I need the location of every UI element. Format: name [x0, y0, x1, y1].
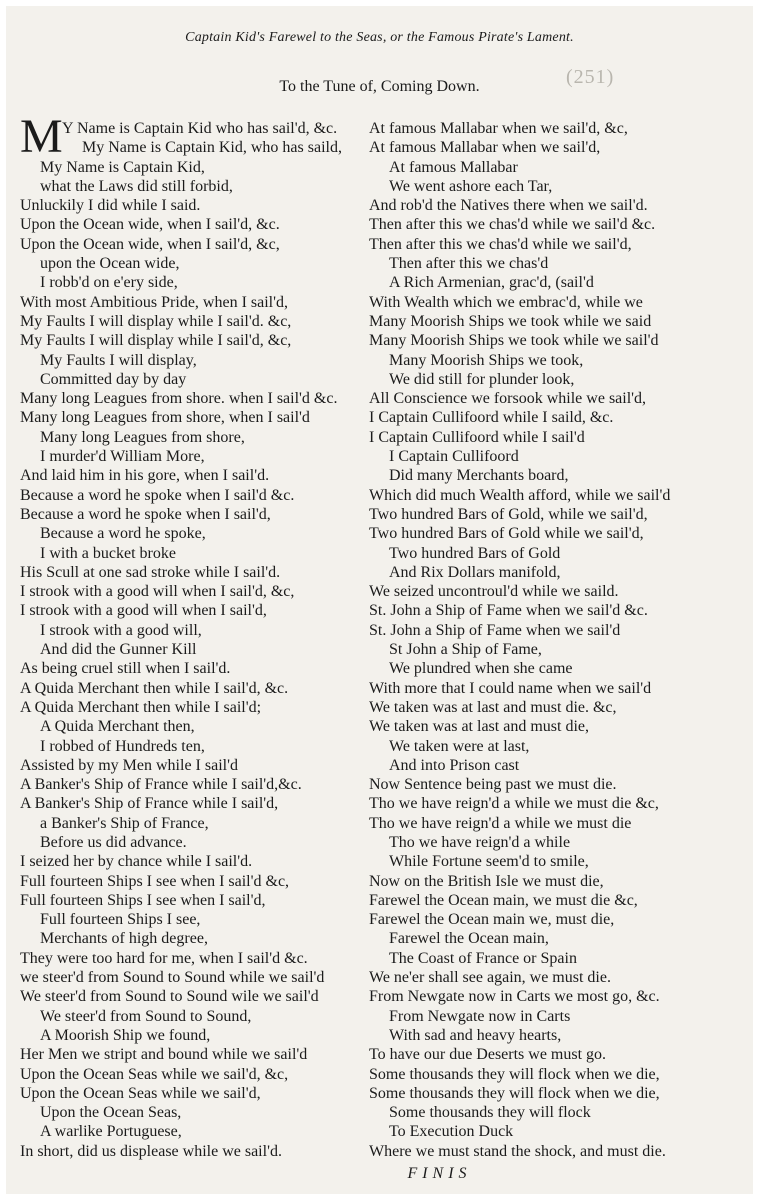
verse-line: And laid him in his gore, when I sail'd. [20, 467, 270, 485]
verse-line: Many Moorish Ships we took, [389, 351, 584, 369]
verse-line: I Captain Cullifoord while I saild, &c. [369, 409, 614, 427]
verse-line: Tho we have reign'd a while we must die &c, [369, 795, 659, 813]
verse-line: The Coast of France or Spain [389, 949, 577, 967]
verse-line: We taken was at last and must die, [369, 718, 589, 736]
verse-line: Which did much Wealth afford, while we sail'd [369, 486, 671, 504]
verse-line: upon the Ocean wide, [40, 255, 180, 273]
verse-line: Then after this we chas'd while we sail'd, [369, 235, 632, 253]
verse-line: From Newgate now in Carts [389, 1007, 571, 1025]
verse-line: From Newgate now in Carts we most go, &c. [369, 988, 660, 1006]
verse-line: A Rich Armenian, grac'd, (sail'd [389, 274, 594, 292]
drop-cap: M [20, 110, 63, 163]
verse-line: As being cruel still when I sail'd. [20, 660, 231, 678]
verse-line: I Captain Cullifoord while I sail'd [369, 428, 585, 446]
verse-line: To have our due Deserts we must go. [369, 1046, 607, 1064]
finis-mark: FINIS [407, 1165, 472, 1182]
verse-line: My Name is Captain Kid, who has saild, [82, 139, 342, 157]
verse-line: Her Men we stript and bound while we sail'd [20, 1046, 308, 1064]
verse-line: We plundred when she came [389, 660, 573, 678]
tune-line: To the Tune of, Coming Down. [279, 78, 480, 95]
verse-line: Full fourteen Ships I see when I sail'd &c, [20, 872, 290, 890]
verse-line: Assisted by my Men while I sail'd [20, 756, 238, 774]
verse-line: Upon the Ocean Seas while we sail'd, [20, 1084, 261, 1102]
verse-line: My Faults I will display, [40, 351, 197, 369]
verse-line: A Quida Merchant then while I sail'd; [20, 698, 262, 716]
verse-line: We seized uncontroul'd while we saild. [369, 583, 619, 601]
verse-line: We ne'er shall see again, we must die. [369, 969, 611, 987]
verse-line: Two hundred Bars of Gold, while we sail'd, [369, 505, 648, 523]
verse-line: With Wealth which we embrac'd, while we [369, 293, 643, 311]
verse-line: A Moorish Ship we found, [40, 1026, 211, 1044]
verse-line: Upon the Ocean wide, when I sail'd, &c, [20, 235, 280, 253]
verse-line: St. John a Ship of Fame when we sail'd [369, 621, 621, 639]
verse-line: Full fourteen Ships I see when I sail'd, [20, 891, 266, 909]
verse-line: I murder'd William More, [40, 448, 205, 466]
verse-line: St. John a Ship of Fame when we sail'd &c. [369, 602, 648, 620]
verse-line: A Banker's Ship of France while I sail'd,&c. [20, 776, 302, 794]
verse-line: We steer'd from Sound to Sound wile we sail'd [20, 988, 319, 1006]
verse-line: Because a word he spoke when I sail'd, [20, 505, 271, 523]
verse-line: Tho we have reign'd a while [389, 833, 571, 851]
verse-line: We taken were at last, [389, 737, 530, 755]
verse-line: Some thousands they will flock when we die, [369, 1065, 660, 1083]
verse-line: Because a word he spoke when I sail'd &c. [20, 486, 295, 504]
verse-line: Some thousands they will flock [389, 1104, 591, 1122]
verse-line: Unluckily I did while I said. [20, 197, 201, 215]
verse-line: Many long Leagues from shore, [40, 428, 245, 446]
verse-line: We taken was at last and must die. &c, [369, 698, 617, 716]
verse-line: Farewel the Ocean main, we must die &c, [369, 891, 638, 909]
verse-line: And Rix Dollars manifold, [389, 563, 561, 581]
verse-line: I with a bucket broke [40, 544, 176, 562]
verse-line: A Quida Merchant then, [40, 718, 195, 736]
verse-line: A Banker's Ship of France while I sail'd, [20, 795, 279, 813]
verse-line: Some thousands they will flock when we die, [369, 1084, 660, 1102]
verse-line: Tho we have reign'd a while we must die [369, 814, 632, 832]
verse-line: At famous Mallabar when we sail'd, [369, 139, 601, 157]
verse-line: Two hundred Bars of Gold [389, 544, 561, 562]
verse-line: Then after this we chas'd [389, 255, 549, 273]
verse-line: what the Laws did still forbid, [40, 177, 233, 195]
verse-line: Upon the Ocean Seas, [40, 1104, 182, 1122]
verse-line: I robbed of Hundreds ten, [40, 737, 205, 755]
catalog-number: (251) [566, 66, 615, 88]
verse-line: Committed day by day [40, 370, 187, 388]
verse-line: Farewel the Ocean main we, must die, [369, 911, 615, 929]
verse-line: Did many Merchants board, [389, 467, 569, 485]
verse-line: At famous Mallabar when we sail'd, &c, [369, 120, 628, 137]
verse-line: Upon the Ocean Seas while we sail'd, &c, [20, 1065, 289, 1083]
verse-line: I strook with a good will, [40, 621, 202, 639]
verse-line: Full fourteen Ships I see, [40, 911, 201, 929]
verse-line: And did the Gunner Kill [40, 641, 197, 659]
verse-line: Two hundred Bars of Gold while we sail'd, [369, 525, 644, 543]
verse-line: Where we must stand the shock, and must die. [369, 1142, 666, 1160]
verse-line: Farewel the Ocean main, [389, 930, 549, 948]
verse-line: We went ashore each Tar, [389, 177, 553, 195]
verse-line: All Conscience we forsook while we sail'd, [369, 390, 647, 408]
verse-line: While Fortune seem'd to smile, [389, 853, 589, 871]
verse-line: I strook with a good will when I sail'd, &c, [20, 583, 295, 601]
verse-line: Y Name is Captain Kid who has sail'd, &c. [62, 120, 338, 137]
verse-line: With most Ambitious Pride, when I sail'd, [20, 293, 289, 311]
verse-line: They were too hard for me, when I sail'd &c. [20, 949, 308, 967]
verse-line: With sad and heavy hearts, [389, 1026, 562, 1044]
verse-line: I strook with a good will when I sail'd, [20, 602, 267, 620]
verse-line: We did still for plunder look, [389, 370, 575, 388]
left-column [20, 119, 372, 1161]
verse-line: My Faults I will display while I sail'd, &c, [20, 332, 292, 350]
verse-line: I robb'd on e'ery side, [40, 274, 178, 292]
verse-line: Many Moorish Ships we took while we sail'd [369, 332, 659, 350]
verse-line: And into Prison cast [389, 756, 520, 774]
verse-line: Merchants of high degree, [40, 930, 208, 948]
page-title: Captain Kid's Farewel to the Seas, or the Famous Pirate's Lament. [185, 30, 574, 45]
verse-line: A Quida Merchant then while I sail'd, &c. [20, 679, 289, 697]
verse-line: Before us did advance. [40, 833, 187, 851]
verse-line: a Banker's Ship of France, [40, 814, 209, 832]
verse-line: A warlike Portuguese, [40, 1123, 182, 1141]
verse-line: we steer'd from Sound to Sound while we sail'd [20, 969, 325, 987]
verse-line: Many Moorish Ships we took while we said [369, 312, 652, 330]
right-column [369, 119, 754, 1161]
verse-line: His Scull at one sad stroke while I sail'd. [20, 563, 281, 581]
verse-line: With more that I could name when we sail'd [369, 679, 652, 697]
verse-line: In short, did us displease while we sail'd. [20, 1142, 282, 1160]
verse-line: Many long Leagues from shore. when I sail'd &c. [20, 390, 338, 408]
verse-line: At famous Mallabar [389, 158, 518, 176]
verse-line: Upon the Ocean wide, when I sail'd, &c. [20, 216, 280, 234]
verse-line: And rob'd the Natives there when we sail'd. [369, 197, 648, 215]
verse-line: My Faults I will display while I sail'd. &c, [20, 312, 292, 330]
verse-line: Many long Leagues from shore, when I sail'd [20, 409, 310, 427]
verse-line: We steer'd from Sound to Sound, [40, 1007, 252, 1025]
verse-line: I Captain Cullifoord [389, 448, 519, 466]
verse-line: I seized her by chance while I sail'd. [20, 853, 253, 871]
verse-line: My Name is Captain Kid, [40, 158, 205, 176]
verse-line: Because a word he spoke, [40, 525, 206, 543]
verse-line: To Execution Duck [389, 1123, 514, 1141]
verse-line: St John a Ship of Fame, [389, 641, 542, 659]
verse-line: Now Sentence being past we must die. [369, 776, 617, 794]
verse-line: Then after this we chas'd while we sail'd &c. [369, 216, 656, 234]
verse-line: Now on the British Isle we must die, [369, 872, 604, 890]
